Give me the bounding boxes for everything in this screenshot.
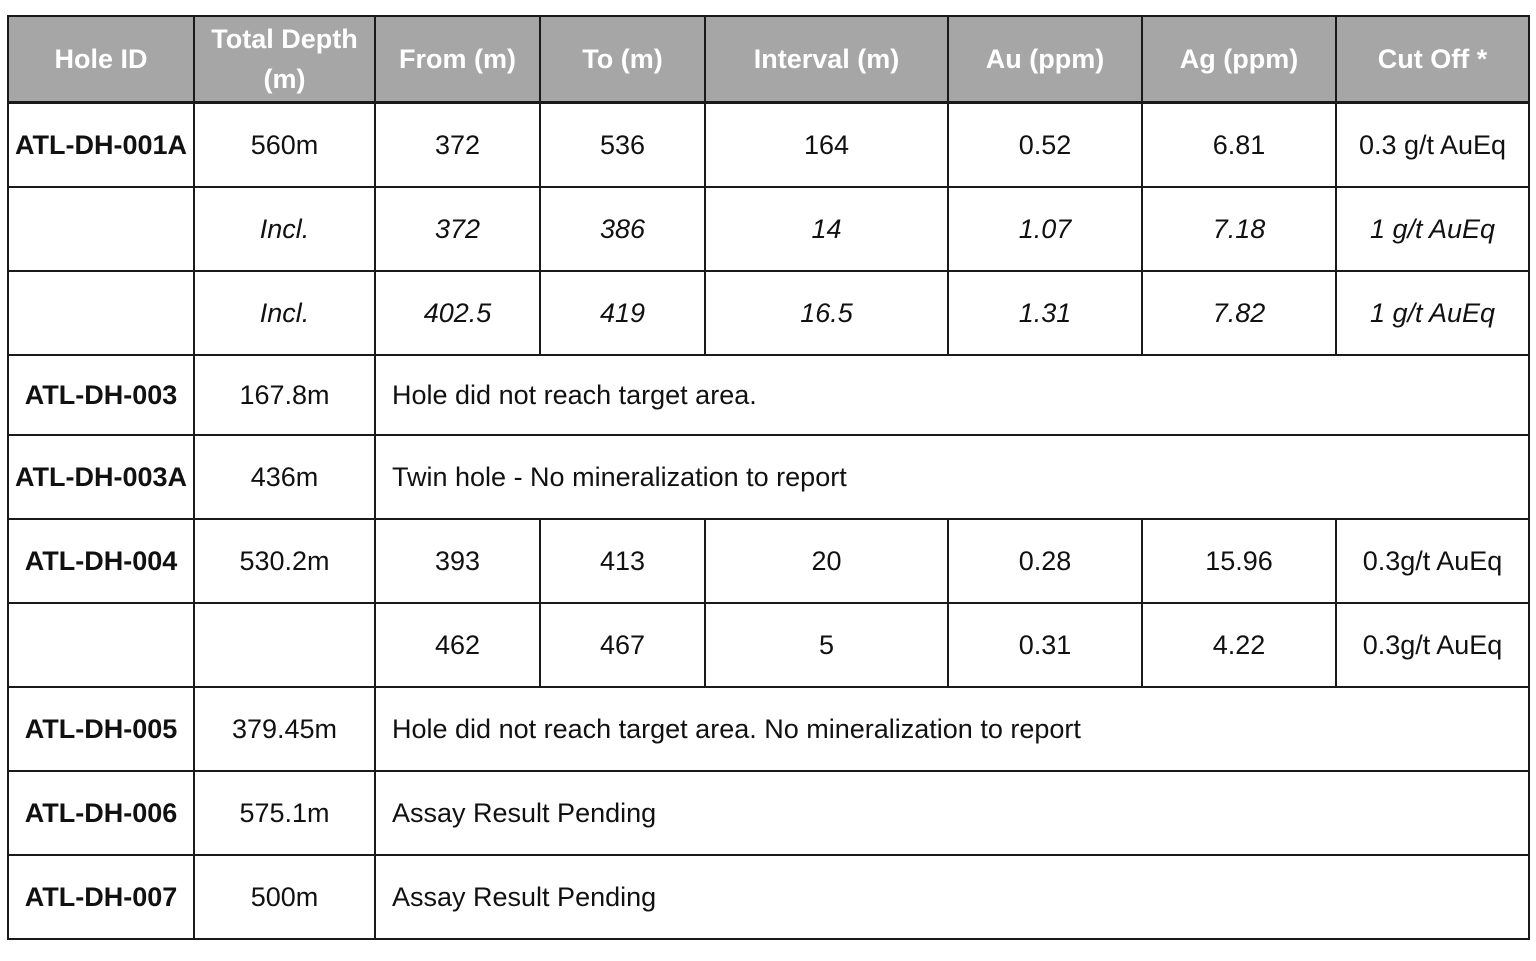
total-depth-cell: 560m [194, 103, 375, 187]
note-cell: Hole did not reach target area. [375, 355, 1529, 435]
total-depth-cell: Incl. [194, 187, 375, 271]
header-hole-id: Hole ID [8, 16, 194, 103]
table-row [8, 519, 1529, 603]
au-cell: 0.31 [948, 603, 1142, 687]
table-row [8, 435, 1529, 519]
interval-cell: 16.5 [705, 271, 948, 355]
to-cell: 419 [540, 271, 705, 355]
drill-results-table [7, 15, 1530, 940]
hole-id-cell [8, 603, 194, 687]
cut-off-cell: 0.3 g/t AuEq [1336, 103, 1529, 187]
total-depth-cell [194, 603, 375, 687]
header-total-depth: Total Depth (m) [194, 16, 375, 103]
table-row [8, 355, 1529, 435]
total-depth-cell: 167.8m [194, 355, 375, 435]
header-ag: Ag (ppm) [1142, 16, 1336, 103]
table-row [8, 271, 1529, 355]
ag-cell: 7.18 [1142, 187, 1336, 271]
total-depth-cell: 530.2m [194, 519, 375, 603]
note-cell: Assay Result Pending [375, 771, 1529, 855]
to-cell: 536 [540, 103, 705, 187]
header-row [8, 16, 1529, 103]
hole-id-cell: ATL-DH-005 [8, 687, 194, 771]
from-cell: 402.5 [375, 271, 540, 355]
total-depth-cell: 575.1m [194, 771, 375, 855]
header-to: To (m) [540, 16, 705, 103]
note-cell: Assay Result Pending [375, 855, 1529, 939]
total-depth-cell: 500m [194, 855, 375, 939]
au-cell: 1.31 [948, 271, 1142, 355]
header-interval: Interval (m) [705, 16, 948, 103]
total-depth-cell: 436m [194, 435, 375, 519]
interval-cell: 14 [705, 187, 948, 271]
note-cell: Hole did not reach target area. No mineralization to report [375, 687, 1529, 771]
from-cell: 393 [375, 519, 540, 603]
hole-id-cell: ATL-DH-007 [8, 855, 194, 939]
hole-id-cell [8, 187, 194, 271]
hole-id-cell: ATL-DH-001A [8, 103, 194, 187]
cut-off-cell: 0.3g/t AuEq [1336, 519, 1529, 603]
ag-cell: 15.96 [1142, 519, 1336, 603]
total-depth-cell: Incl. [194, 271, 375, 355]
hole-id-cell: ATL-DH-006 [8, 771, 194, 855]
ag-cell: 4.22 [1142, 603, 1336, 687]
cut-off-cell: 1 g/t AuEq [1336, 187, 1529, 271]
from-cell: 372 [375, 103, 540, 187]
to-cell: 386 [540, 187, 705, 271]
from-cell: 462 [375, 603, 540, 687]
hole-id-cell [8, 271, 194, 355]
header-au: Au (ppm) [948, 16, 1142, 103]
header-from: From (m) [375, 16, 540, 103]
hole-id-cell: ATL-DH-004 [8, 519, 194, 603]
table-row [8, 187, 1529, 271]
table-row [8, 603, 1529, 687]
interval-cell: 20 [705, 519, 948, 603]
interval-cell: 5 [705, 603, 948, 687]
ag-cell: 7.82 [1142, 271, 1336, 355]
note-cell: Twin hole - No mineralization to report [375, 435, 1529, 519]
cut-off-cell: 0.3g/t AuEq [1336, 603, 1529, 687]
cut-off-cell: 1 g/t AuEq [1336, 271, 1529, 355]
header-cut-off: Cut Off * [1336, 16, 1529, 103]
from-cell: 372 [375, 187, 540, 271]
ag-cell: 6.81 [1142, 103, 1336, 187]
hole-id-cell: ATL-DH-003 [8, 355, 194, 435]
au-cell: 1.07 [948, 187, 1142, 271]
hole-id-cell: ATL-DH-003A [8, 435, 194, 519]
table-row [8, 771, 1529, 855]
interval-cell: 164 [705, 103, 948, 187]
to-cell: 413 [540, 519, 705, 603]
table-row [8, 687, 1529, 771]
total-depth-cell: 379.45m [194, 687, 375, 771]
table-row [8, 855, 1529, 939]
au-cell: 0.52 [948, 103, 1142, 187]
au-cell: 0.28 [948, 519, 1142, 603]
table-row [8, 103, 1529, 187]
to-cell: 467 [540, 603, 705, 687]
